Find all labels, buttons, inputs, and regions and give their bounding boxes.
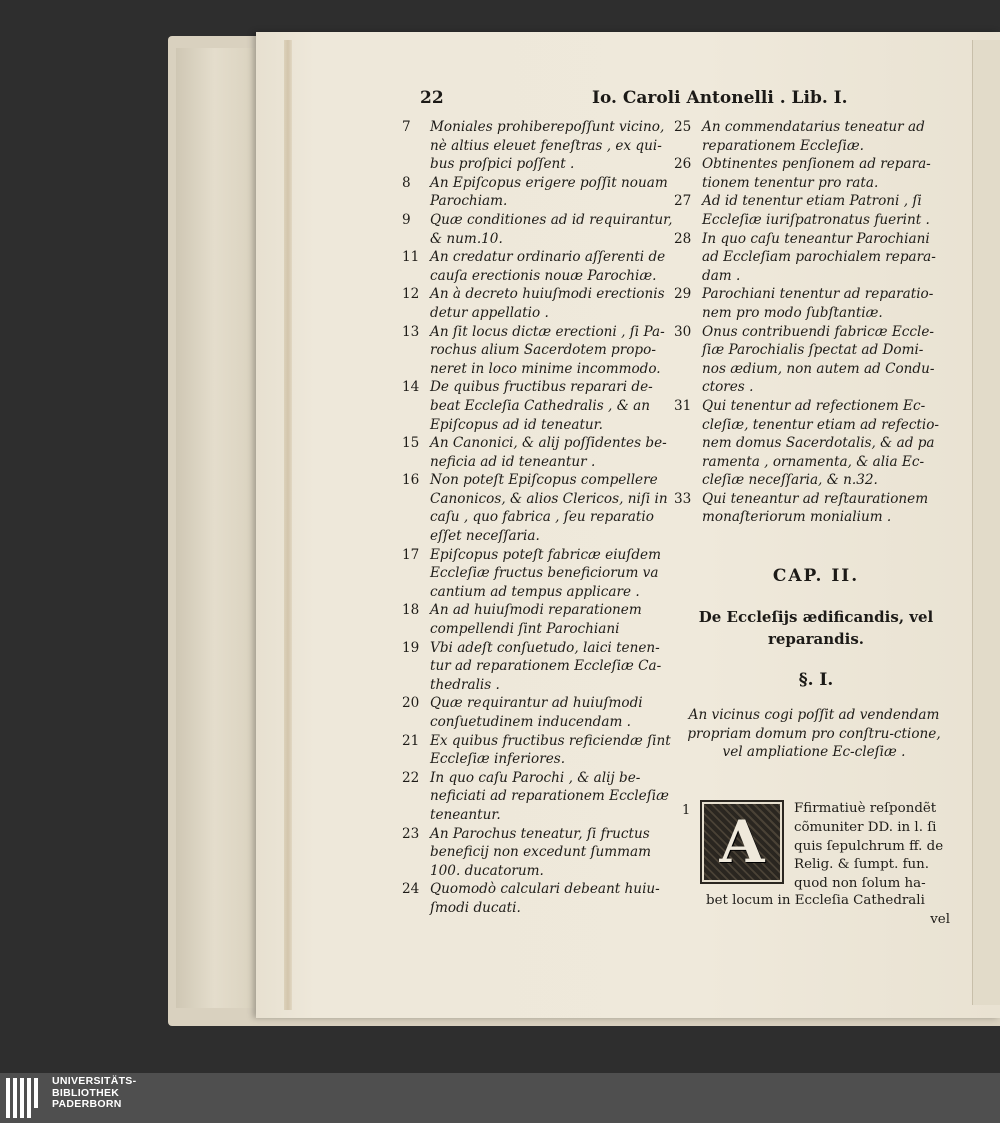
entry-text: An Canonici, & alij poſſidentes be-neficia ad id teneantur . xyxy=(430,435,667,470)
summary-entry xyxy=(402,546,674,602)
entry-text: An Epiſcopus erigere poſſit nouam Parochiam. xyxy=(430,174,668,210)
entry-number: 12 xyxy=(402,286,420,303)
summary-entry xyxy=(674,285,946,322)
entry-text: Non poteſt Epiſcopus compellere Canonicos, & alios Clericos, niſi in caſu , quo fabrica , ſeu reparatio eſſet neceſſaria. xyxy=(430,472,668,545)
summary-entry xyxy=(402,639,674,695)
running-head-title: Io. Caroli Antonelli . Lib. I. xyxy=(592,88,848,108)
text-line: quod non ſolum ha- xyxy=(794,876,926,892)
entry-text: Epiſcopus poteſt fabricæ eiuſdem Eccleſiæ fructus beneficiorum va cantium ad tempus applicare . xyxy=(430,546,661,600)
entry-number: 15 xyxy=(402,435,420,452)
summary-column-left xyxy=(402,118,674,918)
summary-entry xyxy=(402,378,674,434)
entry-text: Obtinentes penſionem ad repara-tionem tenentur pro rata. xyxy=(702,156,931,191)
entry-text: An Parochus teneatur, ſi fructus beneficij non excedunt ſummam 100. ducatorum. xyxy=(430,825,652,879)
summary-entry xyxy=(402,601,674,638)
entry-number: 28 xyxy=(674,230,692,247)
entry-text: An ſit locus dictæ erectioni , ſi Pa-rochus alium Sacerdotem propo-neret in loco minime incommodo. xyxy=(430,323,665,377)
entry-number: 14 xyxy=(402,379,420,396)
entry-text: Quomodò calculari debeant huiu-ſmodi ducati. xyxy=(430,881,660,916)
entry-text: Qui teneantur ad reſtaurationem monaſteriorum monialium . xyxy=(702,490,929,526)
entry-number: 22 xyxy=(402,769,420,786)
summary-entry xyxy=(674,490,946,527)
summary-entry xyxy=(402,174,674,211)
summary-entry xyxy=(674,192,946,229)
entry-number: 27 xyxy=(674,193,692,210)
summary-entry xyxy=(402,694,674,731)
entry-number: 26 xyxy=(674,156,692,173)
section-heading: §. I. xyxy=(798,670,834,690)
summary-entry xyxy=(674,155,946,192)
text-line: quis ſepulchrum ff. de xyxy=(794,838,944,854)
summary-entry xyxy=(674,230,946,286)
text-line: cõmuniter DD. in l. ſi xyxy=(794,819,937,835)
ornamental-initial xyxy=(700,800,784,884)
entry-number: 24 xyxy=(402,881,420,898)
summary-column-right xyxy=(674,118,946,527)
entry-number: 13 xyxy=(402,323,420,340)
page-number: 22 xyxy=(420,88,444,108)
paragraph-beside-initial xyxy=(794,800,950,894)
summary-entry xyxy=(402,211,674,248)
summary-entry xyxy=(402,285,674,322)
summary-entry xyxy=(402,248,674,285)
entry-number: 23 xyxy=(402,825,420,842)
library-footer-bar xyxy=(0,1073,1000,1123)
text-line: bet locum in Eccleſia Cathedrali xyxy=(706,893,925,908)
library-name-line: BIBLIOTHEK xyxy=(52,1086,120,1099)
text-line: vel xyxy=(930,911,950,927)
initial-letter: A xyxy=(719,808,765,876)
entry-number: 33 xyxy=(674,490,692,507)
page-gutter xyxy=(284,40,292,1010)
chapter-heading: CAP. II. xyxy=(772,566,860,586)
entry-text: Ex quibus fructibus reficiendæ ſint Eccleſiæ inferiores. xyxy=(430,732,671,768)
section-subtitle: An vicinus cogi poſſit ad vendendam propriam domum pro conſtru-ctione, vel ampliatione Ec-cleſiæ . xyxy=(687,707,941,761)
entry-number: 16 xyxy=(402,472,420,489)
text-line: Ffirmatiuè reſpondẽt xyxy=(794,801,937,816)
entry-number: 9 xyxy=(402,211,411,228)
summary-entry xyxy=(674,397,946,490)
library-name-line: UNIVERSITÄTS- xyxy=(52,1075,137,1087)
initial-frame xyxy=(702,802,782,882)
paragraph-number: 1 xyxy=(682,803,691,818)
entry-text: Ad id tenentur etiam Patroni , ſi Eccleſiæ iuriſpatronatus fuerint . xyxy=(702,193,930,228)
entry-number: 20 xyxy=(402,695,420,712)
entry-text: Onus contribuendi fabricæ Eccle-ſiæ Parochialis ſpectat ad Domi-nos ædium, non autem ad Condu-ctores . xyxy=(702,323,935,396)
library-logo-icon xyxy=(6,1078,46,1118)
entry-text: De quibus fructibus reparari de-beat Eccleſia Cathedralis , & an Epiſcopus ad id teneatur. xyxy=(430,379,653,433)
paragraph-continuation xyxy=(706,892,950,930)
entry-text: In quo caſu teneantur Parochiani ad Eccleſiam parochialem repara-dam . xyxy=(702,230,936,284)
summary-entry xyxy=(402,880,674,917)
chapter-subtitle-line: De Eccleſijs ædificandis, vel xyxy=(698,608,934,626)
entry-text: Quæ requirantur ad huiuſmodi conſuetudinem inducendam . xyxy=(430,695,643,730)
library-name xyxy=(52,1076,136,1111)
summary-entry xyxy=(674,118,946,155)
entry-number: 30 xyxy=(674,323,692,340)
entry-text: An à decreto huiuſmodi erectionis detur appellatio . xyxy=(430,286,665,321)
entry-text: Qui tenentur ad refectionem Ec-cleſiæ, tenentur etiam ad refectio-nem domus Sacerdotalis, & ad pa ramenta , ornamenta, & alia Ec-cleſiæ neceſſaria, & n.32. xyxy=(702,397,940,489)
chapter-subtitle-line: reparandis. xyxy=(767,630,865,648)
library-name-line: PADERBORN xyxy=(52,1098,122,1110)
entry-number: 11 xyxy=(402,249,420,266)
entry-number: 17 xyxy=(402,546,420,563)
summary-entry xyxy=(402,732,674,769)
chapter-subtitle xyxy=(690,606,942,650)
entry-number: 31 xyxy=(674,397,692,414)
entry-text: An credatur ordinario aſſerenti de cauſa erectionis nouæ Parochiæ. xyxy=(430,249,666,284)
entry-number: 19 xyxy=(402,639,420,656)
entry-text: Parochiani tenentur ad reparatio-nem pro modo ſubſtantiæ. xyxy=(702,286,934,321)
entry-text: An commendatarius teneatur ad reparationem Eccleſiæ. xyxy=(702,119,925,154)
entry-text: An ad huiuſmodi reparationem compellendi ſint Parochiani xyxy=(430,602,642,638)
entry-number: 25 xyxy=(674,119,692,135)
summary-entry xyxy=(402,471,674,545)
summary-entry xyxy=(402,769,674,825)
entry-number: 21 xyxy=(402,732,420,749)
right-page-leaf xyxy=(972,40,1000,1005)
text-line: Relig. & ſumpt. fun. xyxy=(794,857,930,873)
entry-number: 29 xyxy=(674,286,692,303)
summary-entry xyxy=(402,323,674,379)
entry-text: Moniales prohiberepoſſunt vicino, nè altius eleuet feneſtras , ex qui-bus proſpici poſſent . xyxy=(430,119,665,173)
summary-entry xyxy=(674,323,946,397)
entry-number: 18 xyxy=(402,602,420,619)
entry-number: 8 xyxy=(402,174,411,191)
summary-entry xyxy=(402,118,674,174)
summary-entry xyxy=(402,434,674,471)
entry-text: In quo caſu Parochi , & alij be-neficiati ad reparationem Eccleſiæ teneantur. xyxy=(430,769,669,823)
entry-text: Vbi adeſt conſuetudo, laici tenen-tur ad reparationem Eccleſiæ Ca-thedralis . xyxy=(430,639,662,693)
entry-number: 7 xyxy=(402,119,411,135)
summary-entry xyxy=(402,825,674,881)
running-head xyxy=(420,88,850,114)
entry-text: Quæ conditiones ad id requirantur, & num.10. xyxy=(430,211,673,247)
